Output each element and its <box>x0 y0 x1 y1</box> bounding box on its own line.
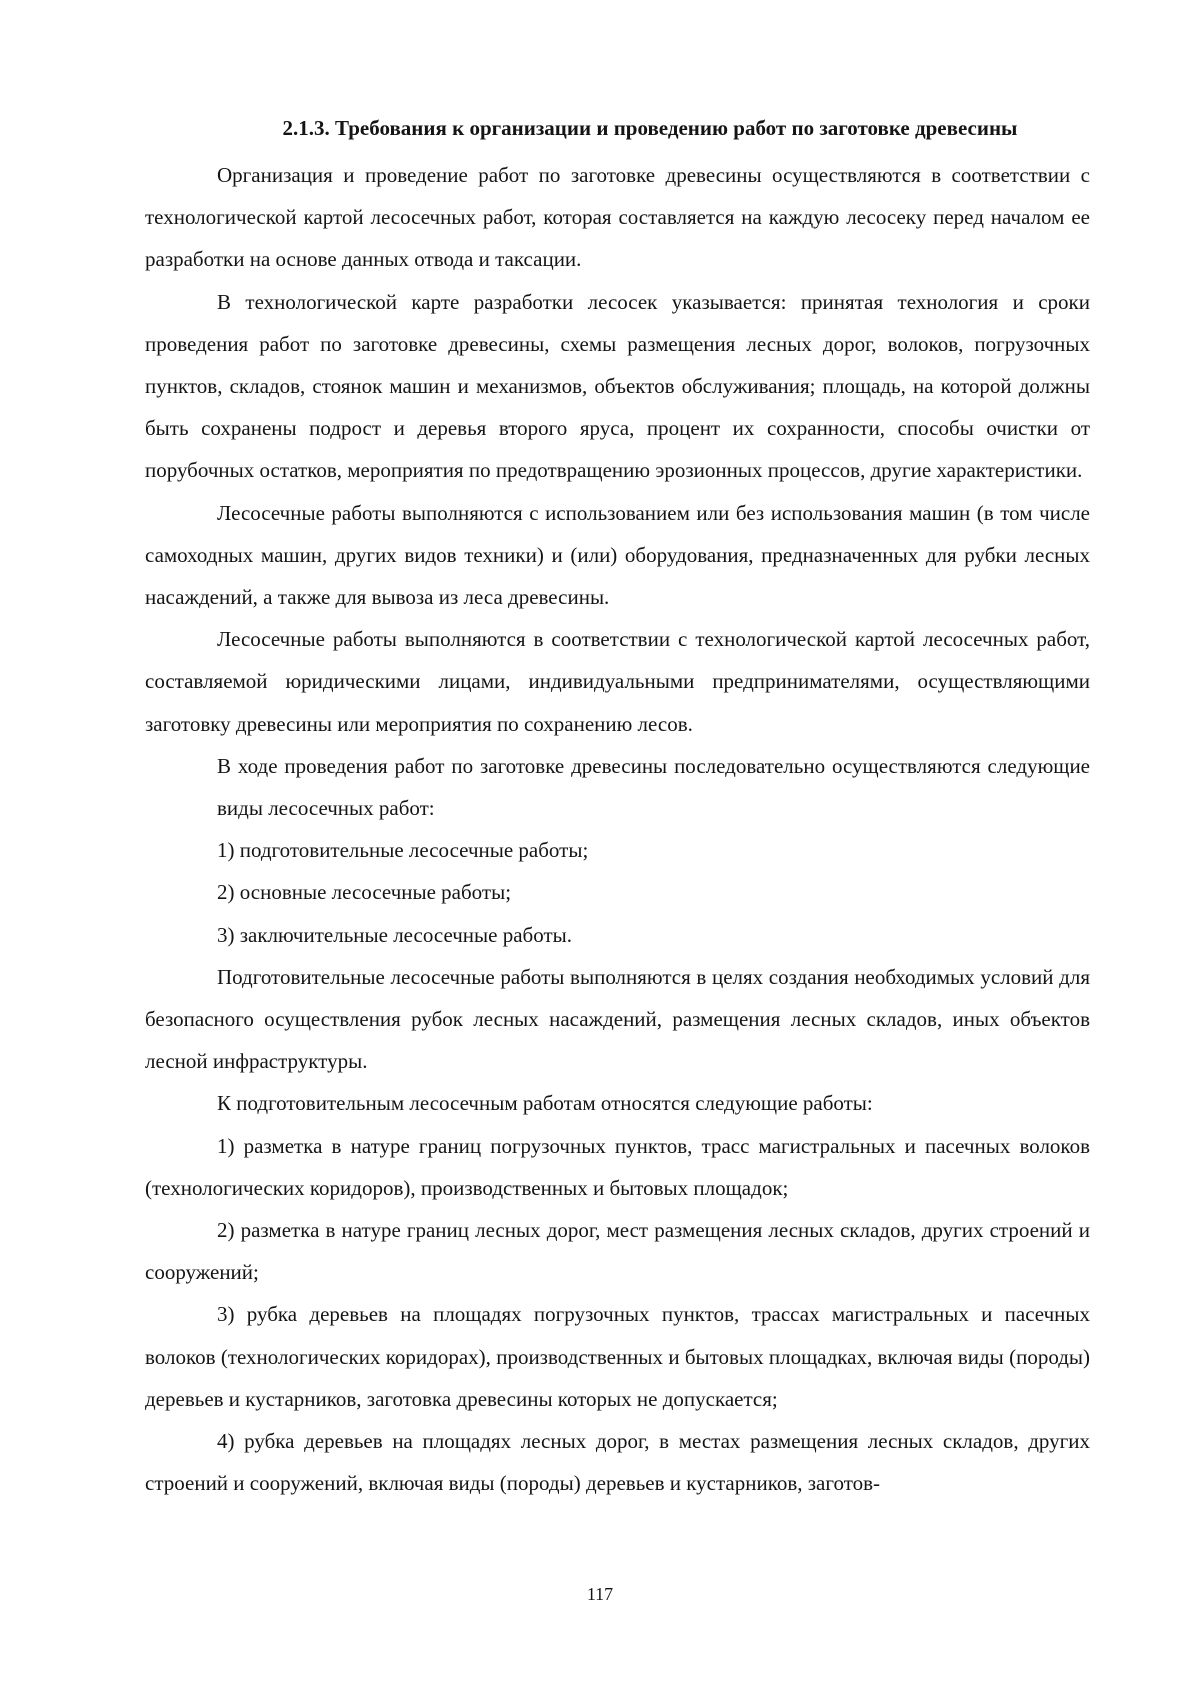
list-item-stage-3: 3) заключительные лесосечные работы. <box>217 922 572 947</box>
paragraph-compliance: Лесосечные работы выполняются в соответствии с технологической картой лесосечных работ, составляемой юридическими лицами, индивидуальными предпринимателями, осуществляющими заготовку древесины или мероприятия по сохранению лесов. <box>145 627 1090 736</box>
paragraph-machines: Лесосечные работы выполняются с использованием или без использования машин (в том числе самоходных машин, других видов техники) и (или) оборудования, предназначенных для рубки лесных насаждений, а также для вывоза из леса древесины. <box>145 500 1090 610</box>
paragraph-organization: Организация и проведение работ по заготовке древесины осуществляются в соответствии с технологической картой лесосечных работ, которая составляется на каждую лесосеку перед началом ее разработки на основе данных отвода и таксации. <box>145 163 1090 272</box>
list-item-stage-2: 2) основные лесосечные работы; <box>217 880 512 905</box>
paragraph-technological-map: В технологической карте разработки лесосек указывается: принятая технология и сроки проведения работ по заготовке древесины, схемы размещения лесных дорог, волоков, погрузочных пунктов, складов, стоянок машин и механизмов, объектов обслуживания; площадь, на которой должны быть сохранены подрост и деревья второго яруса, процент их сохранности, способы очистки от порубочных остатков, мероприятия по предотвращению эрозионных процессов, другие характеристики. <box>145 289 1090 483</box>
page-number: 117 <box>586 1584 614 1604</box>
paragraph-stages-intro: В ходе проведения работ по заготовке древесины последовательно осуществляются следующие виды лесосечных работ: <box>217 753 1090 821</box>
paragraph-preparatory-purpose: Подготовительные лесосечные работы выполняются в целях создания необходимых условий для безопасного осуществления рубок лесных насаждений, размещения лесных складов, иных объектов лесной инфраструктуры. <box>145 964 1090 1074</box>
section-heading: 2.1.3. Требования к организации и проведению работ по заготовке древесины <box>282 116 1018 140</box>
list-item-preparatory-2: 2) разметка в натуре границ лесных дорог, мест размещения лесных складов, других строений и сооружений; <box>145 1218 1090 1285</box>
list-item-preparatory-4: 4) рубка деревьев на площадях лесных дорог, в местах размещения лесных складов, других строений и сооружений, включая виды (породы) деревьев и кустарников, заготов- <box>145 1429 1090 1496</box>
list-item-preparatory-3: 3) рубка деревьев на площадях погрузочных пунктов, трассах магистральных и пасечных волоков (технологических коридорах), производственных и бытовых площадках, включая виды (породы) деревьев и кустарников, заготовка древесины которых не допускается; <box>145 1302 1090 1411</box>
paragraph-preparatory-list-intro: К подготовительным лесосечным работам относятся следующие работы: <box>217 1091 873 1116</box>
list-item-stage-1: 1) подготовительные лесосечные работы; <box>217 838 589 863</box>
list-item-preparatory-1: 1) разметка в натуре границ погрузочных пунктов, трасс магистральных и пасечных волоков (технологических коридоров), производственных и бытовых площадок; <box>145 1133 1090 1200</box>
document-page <box>145 108 1090 1668</box>
